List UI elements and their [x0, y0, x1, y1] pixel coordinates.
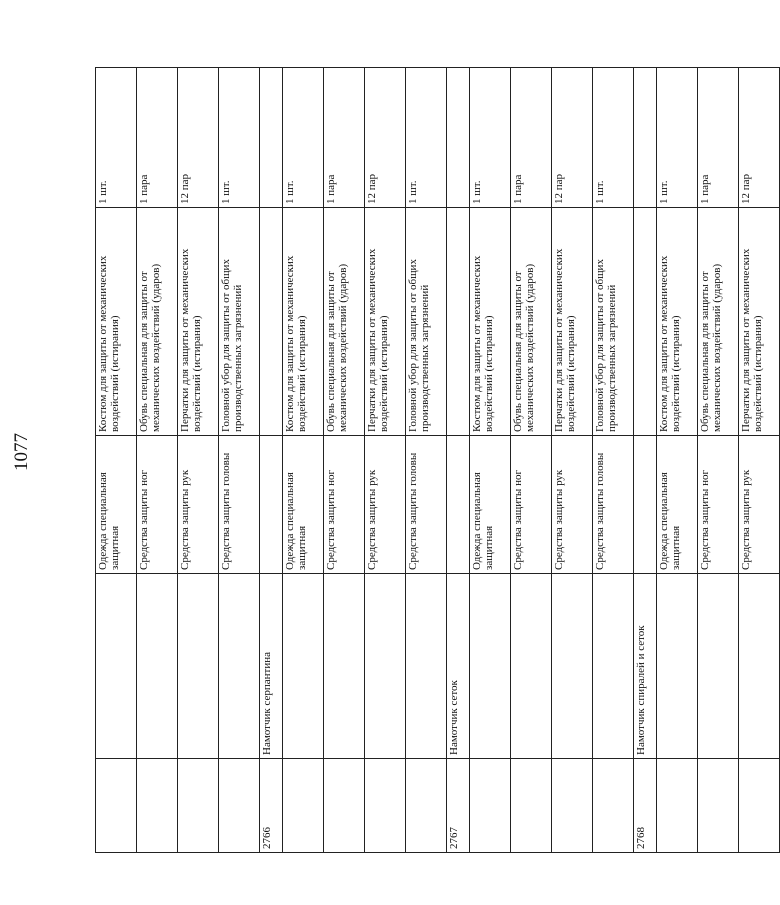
ppe-type: Средства защиты головы	[592, 436, 633, 574]
ppe-quantity: 12 пар	[551, 68, 592, 208]
ppe-name	[633, 208, 656, 436]
profession-name	[323, 574, 364, 759]
ppe-row	[738, 68, 779, 853]
ppe-row	[364, 68, 405, 853]
ppe-quantity: 1 пара	[697, 68, 738, 208]
ppe-quantity	[447, 68, 470, 208]
ppe-row	[406, 68, 447, 853]
ppe-row	[510, 68, 551, 853]
row-number	[697, 759, 738, 853]
ppe-quantity: 12 пар	[364, 68, 405, 208]
row-number: 2767	[447, 759, 470, 853]
profession-name	[510, 574, 551, 759]
ppe-row	[551, 68, 592, 853]
row-number	[137, 759, 178, 853]
profession-name	[137, 574, 178, 759]
profession-name	[219, 574, 260, 759]
ppe-type: Одежда специальная защитная	[469, 436, 510, 574]
ppe-row	[697, 68, 738, 853]
ppe-quantity: 1 шт.	[219, 68, 260, 208]
page-number: 1077	[11, 433, 32, 471]
row-number: 2766	[260, 759, 283, 853]
ppe-type: Средства защиты рук	[551, 436, 592, 574]
ppe-quantity: 1 шт.	[282, 68, 323, 208]
row-number	[178, 759, 219, 853]
ppe-row	[178, 68, 219, 853]
profession-name	[282, 574, 323, 759]
row-number	[592, 759, 633, 853]
ppe-quantity: 1 пара	[137, 68, 178, 208]
ppe-quantity: 1 шт.	[592, 68, 633, 208]
ppe-row	[282, 68, 323, 853]
ppe-name: Обувь специальная для защиты от механических воздействий (ударов)	[510, 208, 551, 436]
row-number	[469, 759, 510, 853]
profession-name	[96, 574, 137, 759]
ppe-type	[447, 436, 470, 574]
row-number	[364, 759, 405, 853]
profession-name	[592, 574, 633, 759]
ppe-name: Перчатки для защиты от механических воздействий (истирания)	[178, 208, 219, 436]
rotated-table-wrapper	[95, 68, 780, 853]
ppe-name: Костюм для защиты от механических воздействий (истирания)	[96, 208, 137, 436]
ppe-type: Средства защиты рук	[738, 436, 779, 574]
table-body	[96, 68, 780, 853]
ppe-row	[137, 68, 178, 853]
ppe-type: Средства защиты ног	[323, 436, 364, 574]
row-number	[656, 759, 697, 853]
ppe-name: Обувь специальная для защиты от механических воздействий (ударов)	[697, 208, 738, 436]
profession-name	[364, 574, 405, 759]
profession-name	[738, 574, 779, 759]
ppe-name: Перчатки для защиты от механических воздействий (истирания)	[738, 208, 779, 436]
ppe-table	[95, 67, 780, 853]
row-number	[406, 759, 447, 853]
ppe-name: Обувь специальная для защиты от механических воздействий (ударов)	[323, 208, 364, 436]
ppe-type: Средства защиты рук	[364, 436, 405, 574]
ppe-quantity: 1 шт.	[656, 68, 697, 208]
profession-name: Намотчик сеток	[447, 574, 470, 759]
ppe-name: Перчатки для защиты от механических воздействий (истирания)	[364, 208, 405, 436]
row-number	[96, 759, 137, 853]
row-number	[510, 759, 551, 853]
ppe-type: Средства защиты головы	[219, 436, 260, 574]
profession-row	[260, 68, 283, 853]
ppe-type: Одежда специальная защитная	[656, 436, 697, 574]
row-number	[738, 759, 779, 853]
profession-name	[178, 574, 219, 759]
profession-row	[633, 68, 656, 853]
row-number	[323, 759, 364, 853]
profession-row	[447, 68, 470, 853]
ppe-row	[219, 68, 260, 853]
ppe-type: Средства защиты рук	[178, 436, 219, 574]
row-number	[551, 759, 592, 853]
ppe-quantity: 1 шт.	[469, 68, 510, 208]
ppe-quantity: 1 пара	[323, 68, 364, 208]
ppe-type: Средства защиты ног	[510, 436, 551, 574]
ppe-row	[323, 68, 364, 853]
ppe-type: Средства защиты головы	[406, 436, 447, 574]
ppe-name: Костюм для защиты от механических воздействий (истирания)	[282, 208, 323, 436]
ppe-quantity: 1 шт.	[96, 68, 137, 208]
ppe-quantity	[633, 68, 656, 208]
ppe-type	[260, 436, 283, 574]
ppe-name: Перчатки для защиты от механических воздействий (истирания)	[551, 208, 592, 436]
row-number: 2768	[633, 759, 656, 853]
ppe-name: Головной убор для защиты от общих производственных загрязнений	[219, 208, 260, 436]
ppe-name: Костюм для защиты от механических воздействий (истирания)	[656, 208, 697, 436]
row-number	[282, 759, 323, 853]
ppe-type	[633, 436, 656, 574]
ppe-name	[260, 208, 283, 436]
ppe-type: Средства защиты ног	[697, 436, 738, 574]
row-number	[219, 759, 260, 853]
ppe-type: Средства защиты ног	[137, 436, 178, 574]
ppe-name	[447, 208, 470, 436]
ppe-name: Головной убор для защиты от общих производственных загрязнений	[406, 208, 447, 436]
ppe-row	[592, 68, 633, 853]
ppe-type: Одежда специальная защитная	[96, 436, 137, 574]
ppe-name: Обувь специальная для защиты от механических воздействий (ударов)	[137, 208, 178, 436]
ppe-quantity: 1 шт.	[406, 68, 447, 208]
ppe-quantity: 12 пар	[178, 68, 219, 208]
ppe-quantity	[260, 68, 283, 208]
ppe-row	[96, 68, 137, 853]
profession-name	[656, 574, 697, 759]
profession-name: Намотчик серпантина	[260, 574, 283, 759]
ppe-name: Головной убор для защиты от общих производственных загрязнений	[592, 208, 633, 436]
ppe-name: Костюм для защиты от механических воздействий (истирания)	[469, 208, 510, 436]
profession-name	[469, 574, 510, 759]
profession-name	[551, 574, 592, 759]
ppe-row	[656, 68, 697, 853]
ppe-quantity: 12 пар	[738, 68, 779, 208]
profession-name	[697, 574, 738, 759]
profession-name: Намотчик спиралей и сеток	[633, 574, 656, 759]
profession-name	[406, 574, 447, 759]
ppe-type: Одежда специальная защитная	[282, 436, 323, 574]
ppe-row	[469, 68, 510, 853]
ppe-quantity: 1 пара	[510, 68, 551, 208]
